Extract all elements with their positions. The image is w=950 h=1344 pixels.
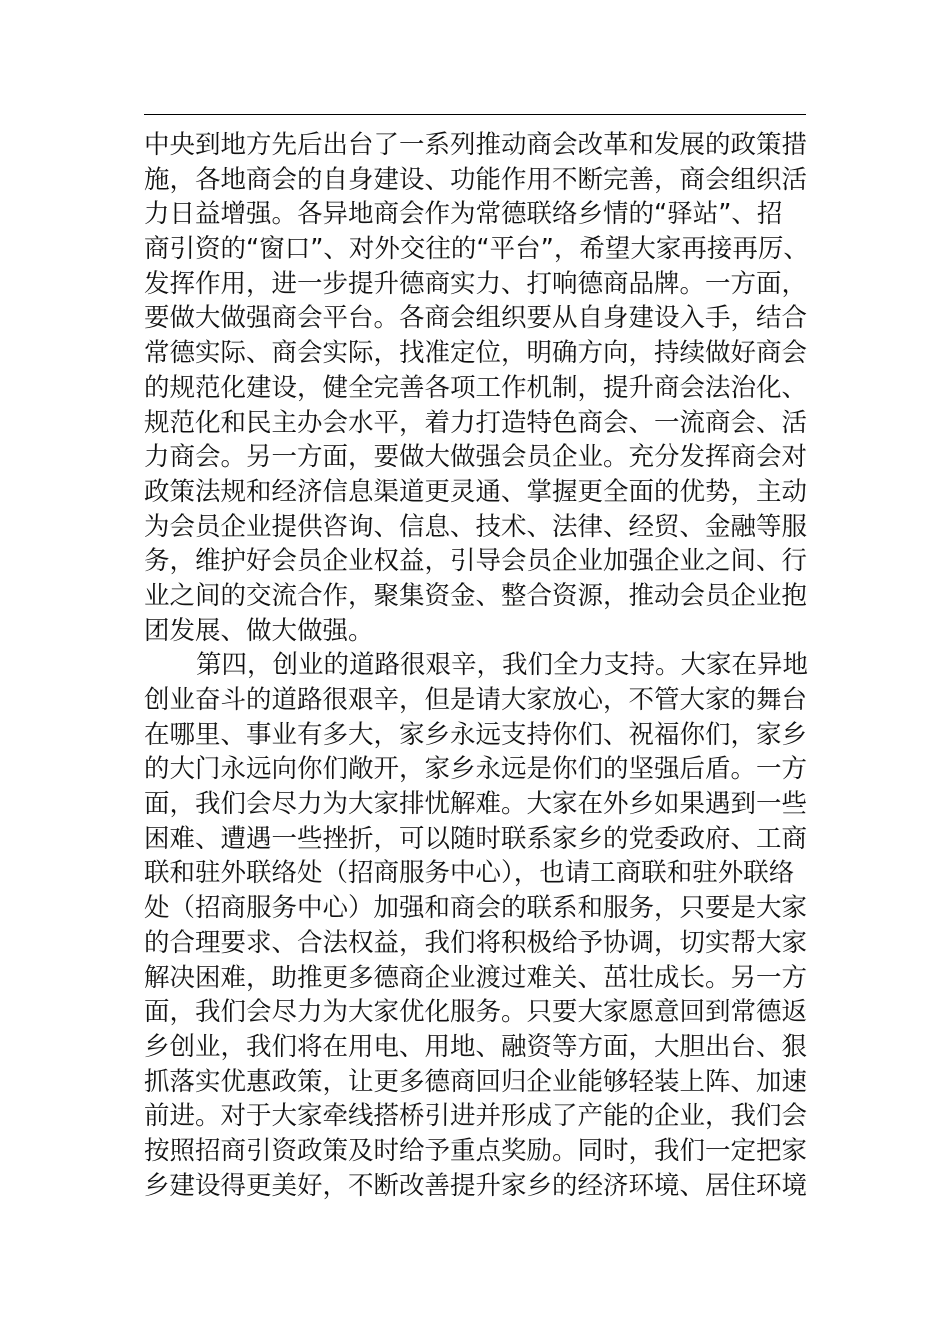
- text-line: 面，我们会尽力为大家优化服务。只要大家愿意回到常德返: [144, 997, 808, 1028]
- text-line: 困难、遭遇一些挫折，可以随时联系家乡的党委政府、工商: [144, 823, 808, 854]
- text-line: 处（招商服务中心）加强和商会的联系和服务，只要是大家: [144, 893, 808, 924]
- text-line: 乡创业，我们将在用电、用地、融资等方面，大胆出台、狠: [144, 1031, 808, 1062]
- text-line: 常德实际、商会实际，找准定位，明确方向，持续做好商会: [144, 338, 808, 369]
- text-line: 面，我们会尽力为大家排忧解难。大家在外乡如果遇到一些: [144, 789, 808, 820]
- text-line: 抓落实优惠政策，让更多德商回归企业能够轻装上阵、加速: [144, 1066, 808, 1097]
- text-line: 联和驻外联络处（招商服务中心），也请工商联和驻外联络: [144, 858, 795, 889]
- text-line: 的规范化建设，健全完善各项工作机制，提升商会法治化、: [144, 372, 808, 403]
- text-line: 力日益增强。各异地商会作为常德联络乡情的“驿站”、招: [144, 199, 783, 230]
- text-line: 在哪里、事业有多大，家乡永远支持你们、祝福你们，家乡: [144, 719, 808, 750]
- text-line: 前进。对于大家牵线搭桥引进并形成了产能的企业，我们会: [144, 1101, 808, 1132]
- text-line: 创业奋斗的道路很艰辛，但是请大家放心，不管大家的舞台: [144, 685, 808, 715]
- text-line: 团发展、做大做强。: [144, 615, 374, 646]
- text-line: 规范化和民主办会水平，着力打造特色商会、一流商会、活: [144, 407, 808, 438]
- text-line: 业之间的交流合作，聚集资金、整合资源，推动会员企业抱: [144, 580, 808, 611]
- text-line: 商引资的“窗口”、对外交往的“平台”，希望大家再接再厉、: [144, 234, 809, 265]
- text-line: 要做大做强商会平台。各商会组织要从自身建设入手，结合: [144, 303, 808, 334]
- paragraph-start-line: 第四，创业的道路很艰辛，我们全力支持。大家在异地: [196, 650, 809, 681]
- body-text: [144, 128, 814, 1203]
- header-rule: [144, 114, 806, 115]
- text-line: 按照招商引资政策及时给予重点奖励。同时，我们一定把家: [144, 1135, 808, 1166]
- text-line: 发挥作用，进一步提升德商实力、打响德商品牌。一方面，: [144, 268, 808, 299]
- text-line: 务，维护好会员企业权益，引导会员企业加强企业之间、行: [144, 546, 808, 577]
- text-line: 力商会。另一方面，要做大做强会员企业。充分发挥商会对: [144, 442, 808, 473]
- text-line: 施，各地商会的自身建设、功能作用不断完善，商会组织活: [144, 164, 808, 195]
- text-line: 为会员企业提供咨询、信息、技术、法律、经贸、金融等服: [144, 511, 808, 542]
- text-line: 解决困难，助推更多德商企业渡过难关、茁壮成长。另一方: [144, 962, 808, 993]
- text-line: 乡建设得更美好，不断改善提升家乡的经济环境、居住环境: [144, 1170, 808, 1201]
- text-line: 的大门永远向你们敞开，家乡永远是你们的坚强后盾。一方: [144, 754, 808, 785]
- text-line: 的合理要求、合法权益，我们将积极给予协调，切实帮大家: [144, 927, 808, 958]
- text-line: 政策法规和经济信息渠道更灵通、掌握更全面的优势，主动: [144, 476, 808, 507]
- text-line: 中央到地方先后出台了一系列推动商会改革和发展的政策措: [144, 130, 808, 160]
